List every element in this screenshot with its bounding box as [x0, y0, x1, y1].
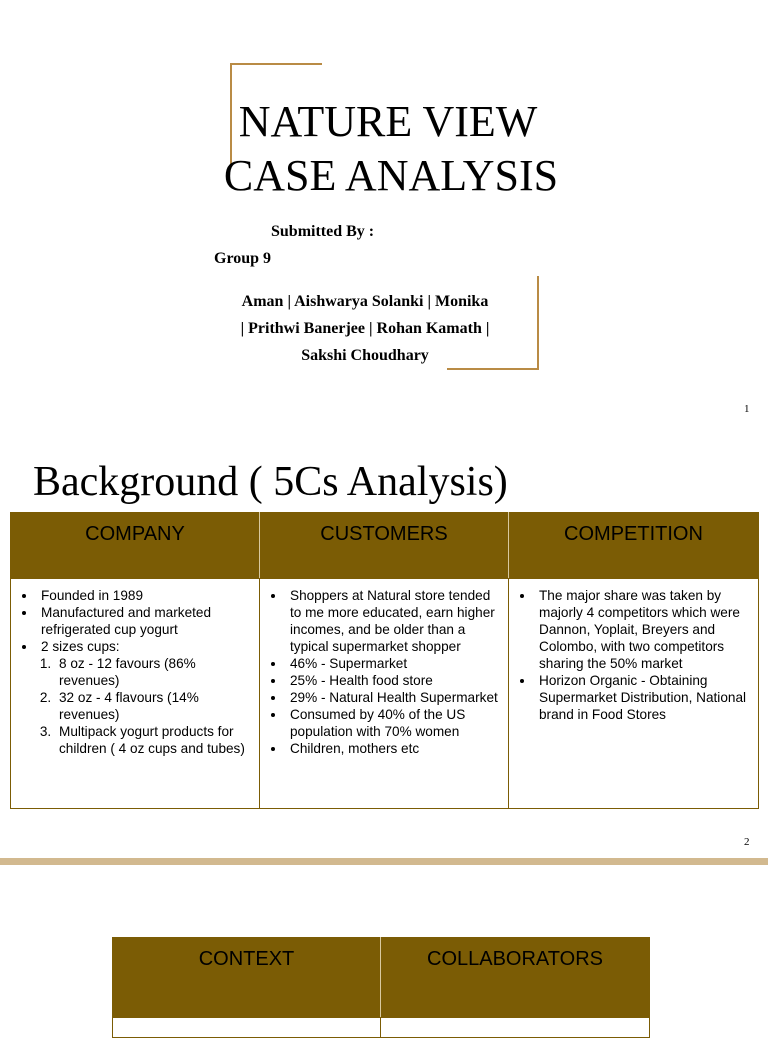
list-item: • Shoppers at Natural store tended to me more educated, earn higher incomes, and be older than a typical supermarket shopper [286, 587, 502, 655]
title-line-1: NATURE VIEW [238, 97, 538, 146]
list-item: • Consumed by 40% of the US population with 70% women [286, 706, 502, 740]
list-item: • 25% - Health food store [286, 672, 502, 689]
page-number-2: 2 [744, 836, 750, 848]
context-collaborators-table [112, 937, 650, 1038]
column-header-competition: COMPETITION [509, 513, 759, 579]
list-item: • 46% - Supermarket [286, 655, 502, 672]
members-line-2: | Prithwi Banerjee | Rohan Kamath | [240, 320, 490, 337]
members-line-1: Aman | Aishwarya Solanki | Monika [241, 293, 489, 310]
list-item: • Horizon Organic - Obtaining Supermarket Distribution, National brand in Food Stores [535, 672, 752, 723]
list-item: • Founded in 1989 [37, 587, 253, 604]
list-item: • 29% - Natural Health Supermarket [286, 689, 502, 706]
list-item-label: 2 sizes cups: [41, 639, 120, 654]
sub-list-item: 3. Multipack yogurt products for children ( 4 oz cups and tubes) [55, 723, 253, 757]
list-item: • Manufactured and marketed refrigerated cup yogurt [37, 604, 253, 638]
members-line-3: Sakshi Choudhary [301, 347, 429, 364]
members-list [200, 288, 530, 369]
slide2-heading: Background ( 5Cs Analysis) [33, 459, 508, 505]
context-cell [113, 1018, 381, 1038]
collaborators-cell [381, 1018, 650, 1038]
sub-list-item: 2. 32 oz - 4 flavours (14% revenues) [55, 689, 253, 723]
title-line-2: CASE ANALYSIS [223, 151, 559, 200]
customers-cell [260, 579, 509, 809]
group-label: Group 9 [214, 250, 272, 267]
column-header-customers: CUSTOMERS [260, 513, 509, 579]
list-item [37, 638, 253, 757]
sub-list-item: 1. 8 oz - 12 favours (86% revenues) [55, 655, 253, 689]
column-header-company: COMPANY [11, 513, 260, 579]
submitted-by-label: Submitted By : [271, 223, 375, 240]
competition-cell [509, 579, 759, 809]
company-cell [11, 579, 260, 809]
column-header-context: CONTEXT [113, 938, 381, 1018]
five-cs-table [10, 512, 759, 809]
column-header-collaborators: COLLABORATORS [381, 938, 650, 1018]
list-item: • The major share was taken by majorly 4 competitors which were Dannon, Yoplait, Breyers and Colombo, with two competitors sharing the 50% market [535, 587, 752, 672]
slide-separator [0, 858, 768, 865]
list-item: • Children, mothers etc [286, 740, 502, 757]
page-number-1: 1 [744, 403, 750, 415]
